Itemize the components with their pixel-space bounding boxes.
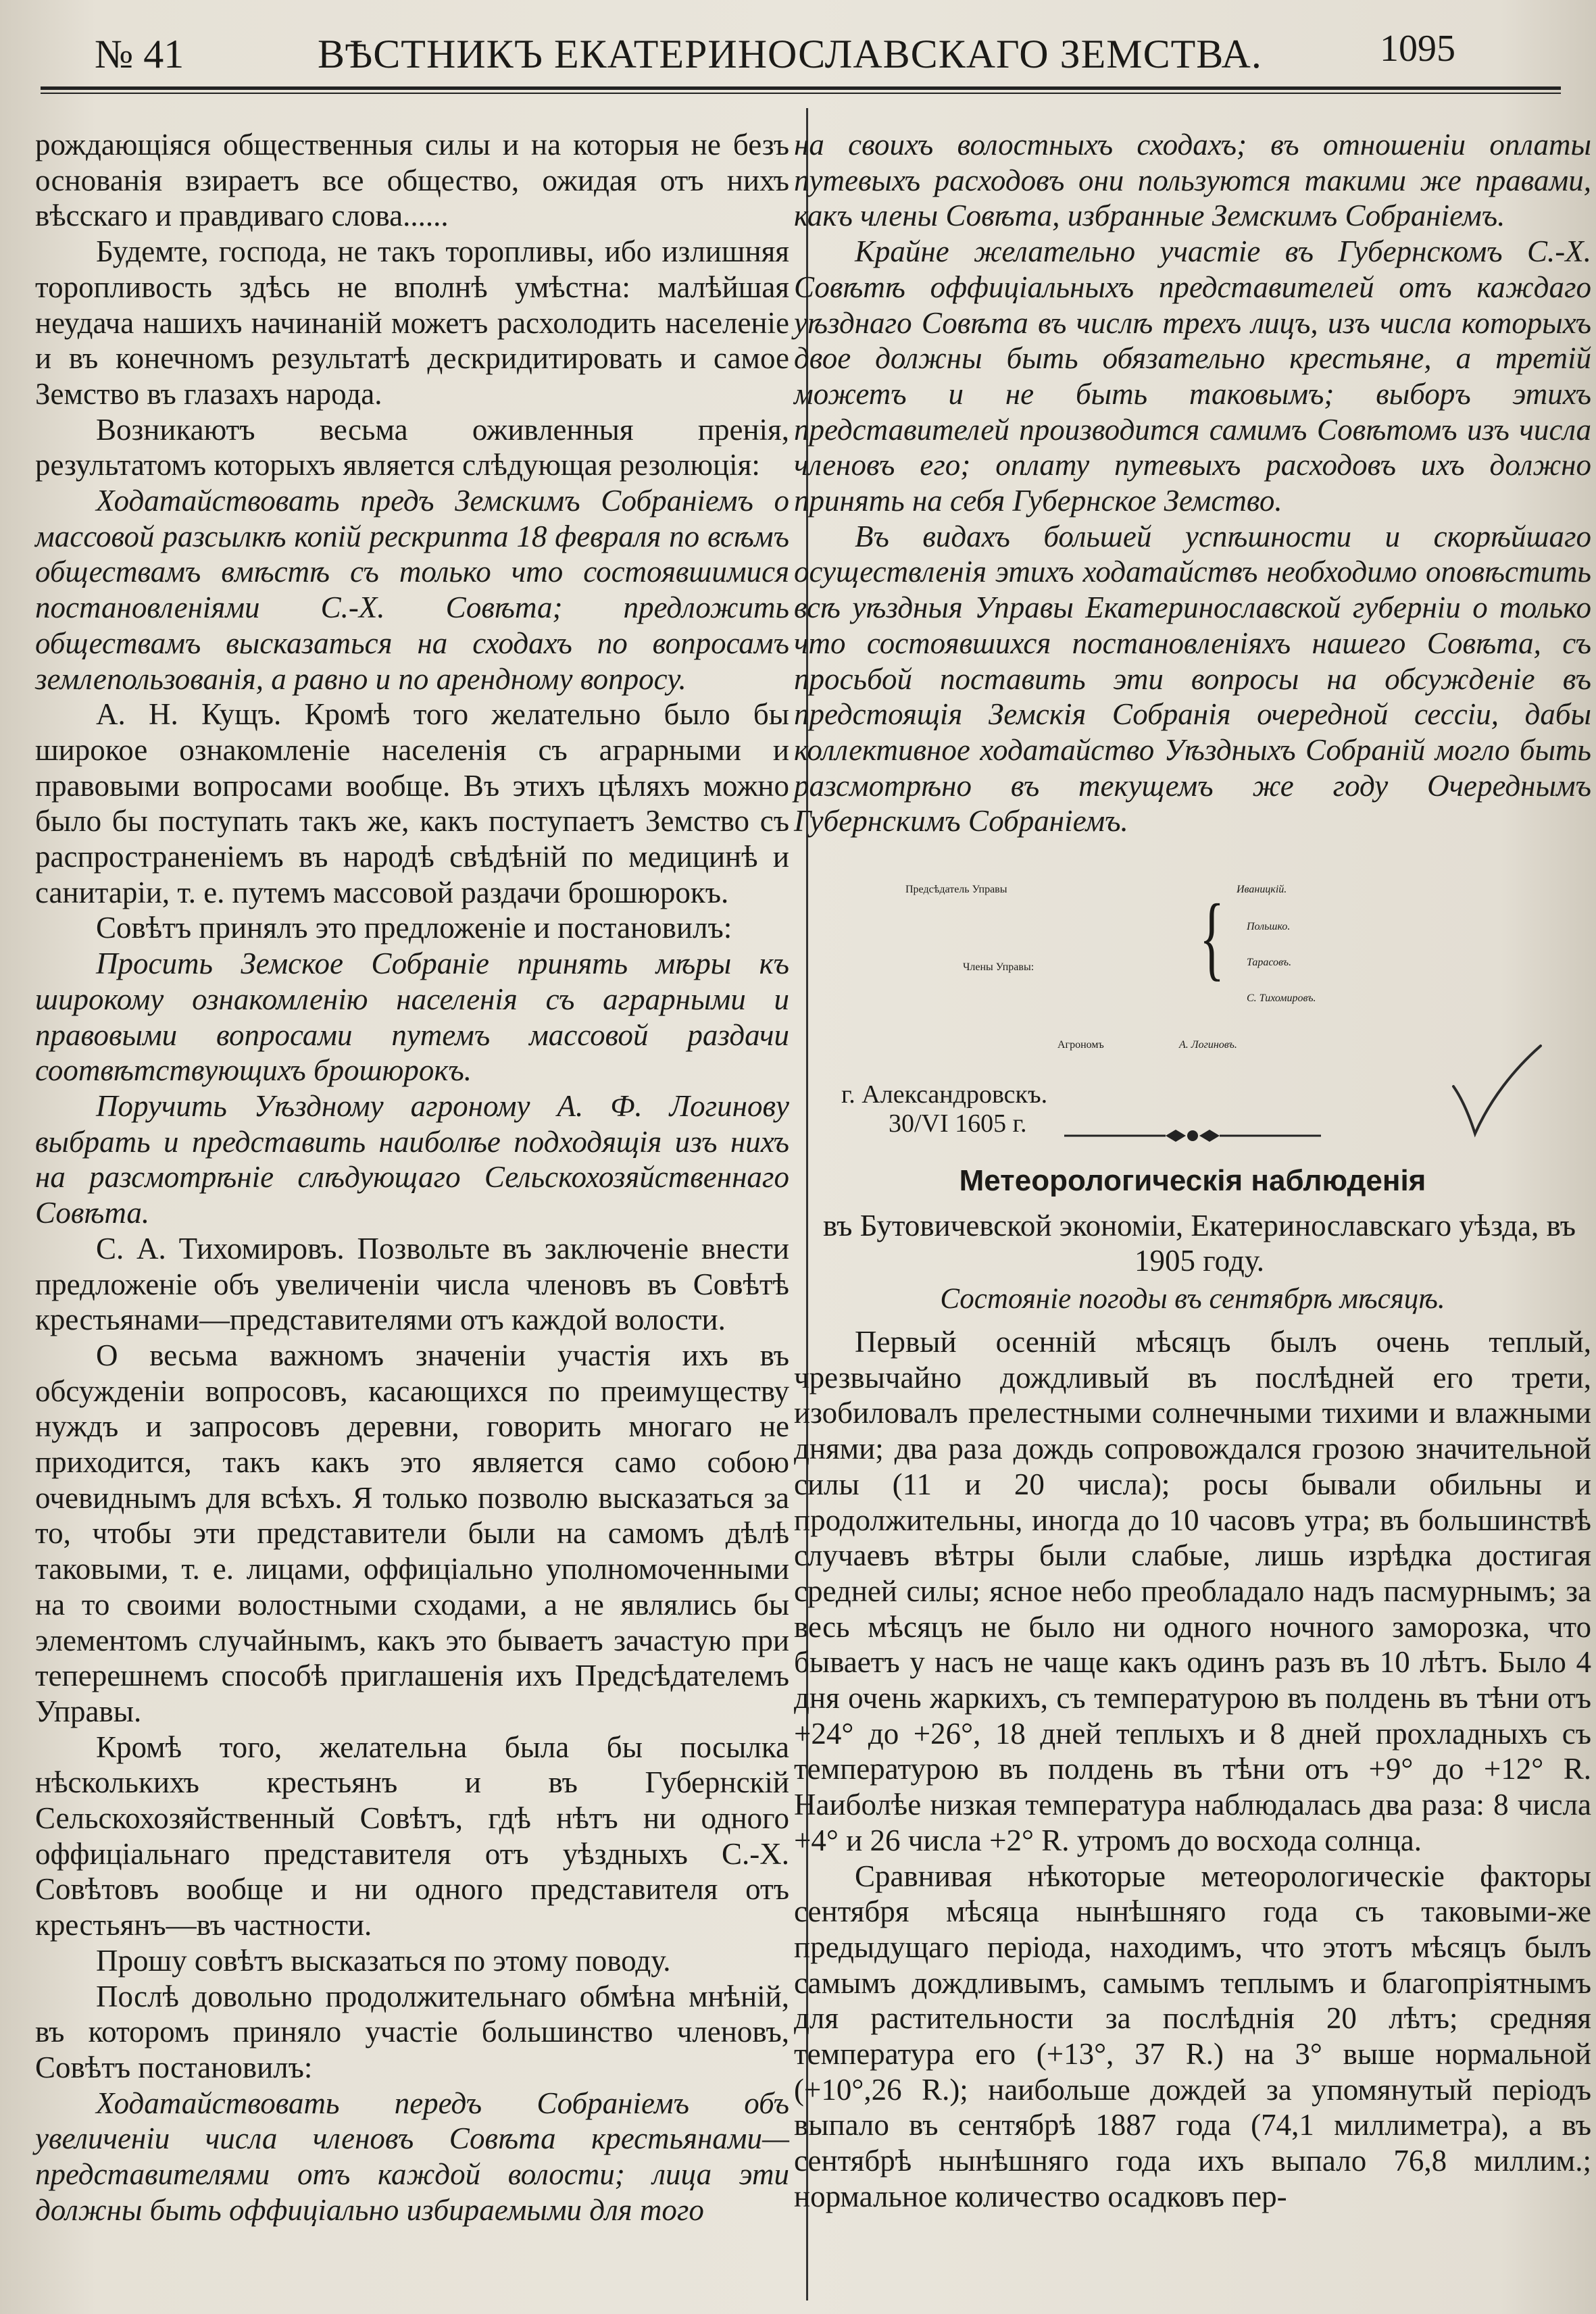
resolution-paragraph: на своихъ волостныхъ сходахъ; въ отношеніи оплаты путевыхъ расходовъ они пользуются такими же правами, какъ члены Совѣта, избранные Земскимъ Собраніемъ. [794, 128, 1591, 233]
paragraph: Первый осенній мѣсяцъ былъ очень теплый, чрезвычайно дождливый въ послѣдней его трети, изобиловалъ прелестными солнечными тихими и влажными днями; два раза дождь сопровождался грозою значительной силы (11 и 20 числа); росы бывали обильны и продолжительны, иногда до 10 часовъ утра; въ большинствѣ случаевъ вѣтры были слабые, лишь изрѣдка достигая средней силы; ясное небо преобладало надъ пасмурнымъ; за весь мѣсяцъ не было ни одного ночного заморозка, что бываетъ у насъ не чаще какъ одинъ разъ въ 10 лѣтъ. Было 4 дня очень жаркихъ, съ температурою въ полдень въ тѣни отъ +24° до +26°, 18 дней теплыхъ и 8 дней прохладныхъ съ температурою въ полдень въ тѣни отъ +9° до +12° R. Наиболѣе низкая температура наблюдалась два раза: 8 числа +4° и 26 числа +2° R. утромъ до восхода солнца. [794, 1325, 1591, 1857]
paragraph: О весьма важномъ значеніи участія ихъ въ обсужденіи вопросовъ, касающихся по преимуществу нуждъ и запросовъ деревни, говорить многаго не приходится, такъ какъ это является само собою очевиднымъ для всѣхъ. Я только позволю высказаться за то, чтобы эти представители были на самомъ дѣлѣ таковыми, т. е. лицами, оффиціально уполномоченными на то своими волостными сходами, а не являлись бы элементомъ случайнымъ, какъ это бываетъ зачастую при теперешнемъ способѣ приглашенія ихъ Предсѣдателемъ Управы. [35, 1338, 789, 1728]
date-line: 30/VI 1605 г. [889, 1109, 1027, 1138]
resolution-paragraph: Въ видахъ большей успѣшности и скорѣйшаго осуществленія этихъ ходатайствъ необходимо оповѣстить всѣ уѣздныя Управы Екатеринославской губерніи о только что состоявшихся постановленіяхъ нашего Совѣта, съ просьбой поставить эти вопросы на обсужденіе въ предстоящія Земскія Собранія очередной сессіи, дабы коллективное ходатайство Уѣздныхъ Собраній могло быть разсмотрѣно въ текущемъ же году Очереднымъ Губернскимъ Собраніемъ. [794, 519, 1591, 838]
right-column [794, 127, 1591, 2213]
resolution-paragraph: Просить Земское Собраніе принять мѣры къ широкому ознакомленію населенія съ аграрными и правовыми вопросами путемъ массовой раздачи соотвѣтствующихъ брошюрокъ. [35, 947, 789, 1088]
issue-number: № 41 [95, 32, 184, 76]
member-name: Тарасовъ. [1247, 957, 1292, 968]
resolution-paragraph: Ходатайствовать предъ Земскимъ Собраніемъ о массовой разсылкѣ копій рескрипта 18 февраля по всѣмъ обществамъ вмѣстѣ съ только что состоявшимися постановленіями С.-Х. Совѣта; предложить обществамъ высказаться на сходахъ по вопросамъ землепользованія, а равно и по арендному вопросу. [35, 484, 789, 696]
brace-glyph: { [1199, 885, 1225, 990]
member-name: С. Тихомировъ. [1247, 992, 1316, 1004]
paragraph: Совѣтъ принялъ это предложеніе и постановилъ: [96, 911, 732, 945]
agronomist-name: А. Логиновъ. [1179, 1039, 1237, 1051]
masthead-title: ВѢСТНИКЪ ЕКАТЕРИНОСЛАВСКАГО ЗЕМСТВА. [318, 32, 1262, 76]
page-number: 1095 [1380, 28, 1455, 70]
resolution-paragraph: Поручить Уѣздному агроному А. Ф. Логинову выбрать и представить наиболѣе подходящія изъ нихъ на разсмотрѣніе слѣдующаго Сельскохозяйственнаго Совѣта. [35, 1088, 789, 1230]
agronomist-label: Агрономъ [1057, 1039, 1104, 1051]
paragraph: Послѣ довольно продолжительнаго обмѣна мнѣній, въ которомъ приняло участіе большинство членовъ, Совѣтъ постановилъ: [35, 1979, 789, 2084]
paragraph: Кромѣ того, желательна была бы посылка нѣсколькихъ крестьянъ и въ Губернскій Сельскохозяйственный Совѣтъ, гдѣ нѣтъ ни одного оффиціальнаго представителя отъ уѣздныхъ С.-Х. Совѣтовъ вообще и ни одного представителя отъ крестьянъ—въ частности. [35, 1730, 789, 1942]
resolution-paragraph: Ходатайствовать передъ Собраніемъ объ увеличеніи числа членовъ Совѣта крестьянами—представителями отъ каждой волости; лица эти должны быть оффиціально избираемыми для того [35, 2086, 789, 2227]
speaker-paragraph: С. А. Тихомировъ. Позвольте въ заключеніе внести предложеніе объ увеличеніи числа членовъ въ Совѣтѣ крестьянами—представителями отъ каждой волости. [35, 1231, 789, 1337]
resolution-paragraph: Крайне желательно участіе въ Губернскомъ С.-Х. Совѣтѣ оффиціальныхъ представителей отъ каждаго уѣзднаго Совѣта въ числѣ трехъ лицъ, изъ числа которыхъ двое должны быть обязательно крестьяне, а третій можетъ и не быть таковымъ; выборъ этихъ представителей производится самимъ Совѣтомъ изъ числа членовъ его; оплату путевыхъ расходовъ ихъ должно принять на себя Губернское Земство. [794, 234, 1591, 518]
section-subtitle: въ Бутовичевской экономіи, Екатеринославскаго уѣзда, въ 1905 году. [822, 1209, 1576, 1278]
header-rule [41, 86, 1561, 94]
place-line: г. Александровскъ. [841, 1080, 1048, 1109]
paragraph: Возникаютъ весьма оживленныя пренія, результатомъ которыхъ является слѣдующая резолюція: [35, 412, 789, 482]
chairman-label: Предсѣдатель Управы [905, 884, 1007, 895]
paragraph: Прошу совѣтъ высказаться по этому поводу. [96, 1943, 671, 1978]
handwritten-checkmark-icon [1449, 1039, 1544, 1140]
ornament-divider-icon [1064, 1126, 1321, 1146]
member-name: Польшко. [1247, 921, 1291, 932]
section-caption: Состояніе погоды въ сентябрѣ мѣсяцѣ. [940, 1283, 1445, 1315]
section-title: Метеорологическія наблюденія [959, 1164, 1426, 1197]
paragraph: Сравнивая нѣкоторые метеорологическіе факторы сентября мѣсяца нынѣшняго года съ таковыми-же предыдущаго періода, находимъ, что этотъ мѣсяцъ былъ самымъ дождливымъ, самымъ теплымъ и благопріятнымъ для растительности за послѣднія 20 лѣтъ; средняя температура его (+13°, 37 R.) на 3° выше нормальной (+10°,26 R.); наибольше дождей за упомянутый періодъ выпало въ сентябрѣ 1887 года (74,1 миллиметра), а въ сентябрѣ нынѣшняго года ихъ выпало 76,8 миллим.; нормальное количество осадковъ пер- [794, 1859, 1591, 2213]
speaker-paragraph: А. Н. Кущъ. Кромѣ того желательно было бы широкое ознакомленіе населенія съ аграрными и правовыми вопросами вообще. Въ этихъ цѣляхъ можно было бы поступать такъ же, какъ поступаетъ Земство съ распространеніемъ въ народѣ свѣдѣній по медицинѣ и санитаріи, т. е. путемъ массовой раздачи брошюрокъ. [35, 697, 789, 909]
page-header [95, 26, 1460, 80]
left-column [35, 127, 789, 2228]
paragraph: Будемте, господа, не такъ торопливы, ибо излишняя торопливость здѣсь не вполнѣ умѣстна: малѣйшая неудача нашихъ начинаній можетъ расхолодить населеніе и въ конечномъ результатѣ дескридитировать и самое Земство въ глазахъ народа. [35, 234, 789, 411]
chairman-name: Иваницкій. [1237, 884, 1287, 895]
weather-report [794, 1324, 1591, 2215]
members-label: Члены Управы: [963, 961, 1034, 973]
paragraph: рождающіяся общественныя силы и на которыя не безъ основанія взираетъ все общество, ожидая отъ нихъ вѣсскаго и правдиваго слова...... [35, 128, 789, 233]
